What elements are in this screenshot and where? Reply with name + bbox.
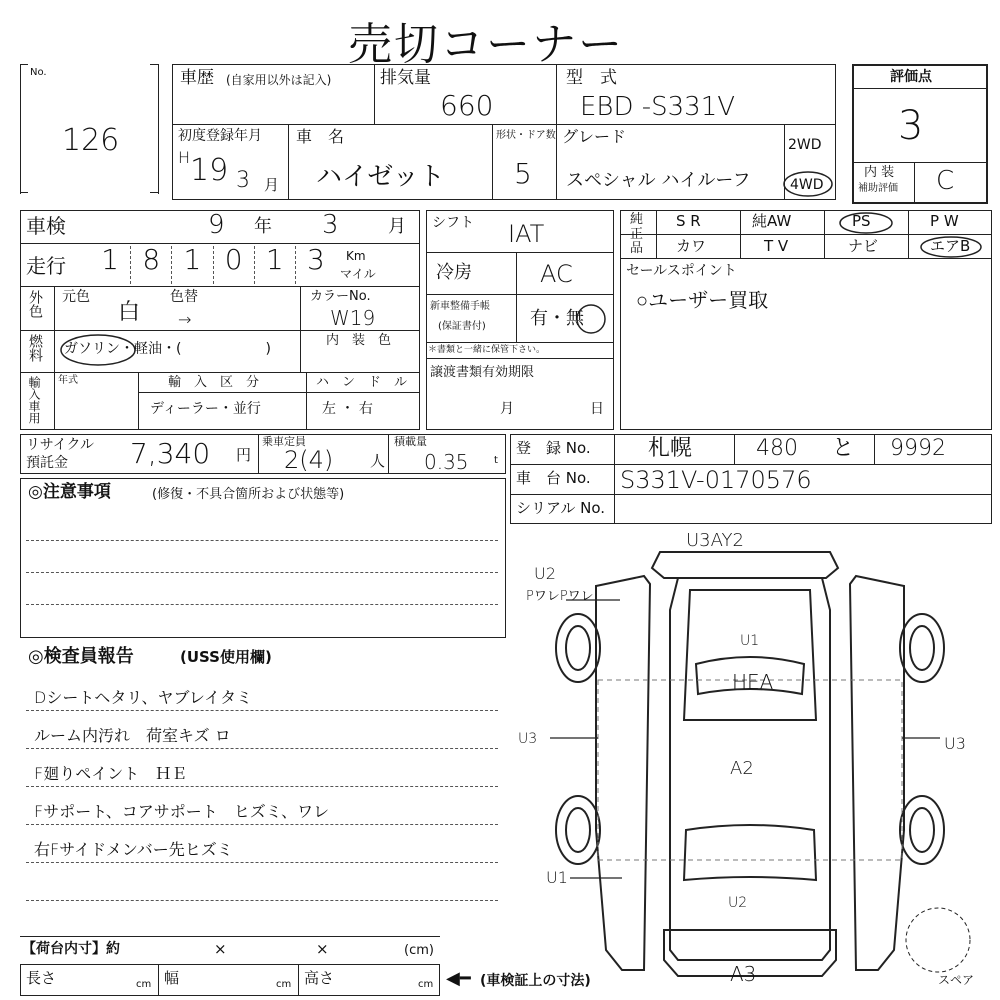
- cargo-x2: ×: [316, 940, 329, 958]
- notes-subtitle: (修復・不具合箇所および状態等): [152, 487, 345, 502]
- equipment-label-mid: 正: [630, 227, 644, 242]
- diagram-spare-label: スペア: [938, 973, 975, 987]
- chassis-value: S331V-0170576: [620, 466, 812, 494]
- interior-color-label: 内 装 色: [326, 333, 392, 348]
- shift-label: シフト: [432, 215, 474, 231]
- equipment-ps: PS: [852, 212, 871, 230]
- manual-none-circle: [574, 302, 608, 336]
- report-line: F廻りペイント ＨＥ: [34, 764, 188, 783]
- equipment-navi: ナビ: [848, 237, 879, 255]
- equipment-alloy: 純AW: [752, 212, 792, 230]
- cargo-unit: (cm): [404, 943, 434, 958]
- manual-sublabel: (保証書付): [438, 321, 486, 332]
- interior-score-label: 内 装: [864, 165, 895, 180]
- drive-4wd-circle: [782, 168, 834, 200]
- recycle-sublabel: 預託金: [26, 455, 68, 471]
- first-reg-era: H: [178, 148, 191, 167]
- diagram-rear-top: U3AY2: [686, 530, 744, 551]
- sales-point-value: ○ユーザー買取: [636, 288, 769, 312]
- recycle-value: 7,340: [130, 437, 211, 470]
- lot-number: 126: [62, 123, 120, 158]
- mileage-unit-km: Km: [346, 249, 366, 263]
- mileage-digits: [90, 243, 336, 284]
- displacement-value: 660: [440, 89, 494, 122]
- capacity-unit: 人: [370, 452, 386, 470]
- lot-label: No.: [30, 67, 47, 78]
- inspection-year: 9: [208, 210, 225, 240]
- equipment-label-bot: 品: [630, 241, 644, 256]
- shift-value: IAT: [508, 220, 545, 248]
- manual-label: 新車整備手帳: [430, 301, 490, 312]
- diagram-roof: U1: [740, 633, 760, 649]
- inspection-month-unit: 月: [388, 216, 406, 237]
- model-label: 型 式: [566, 68, 617, 88]
- fuel-options: ガソリン・軽油・( ): [64, 341, 271, 357]
- mileage-digit: 8: [131, 246, 172, 284]
- inspection-month: 3: [322, 210, 339, 240]
- mileage-digit: 1: [90, 246, 131, 284]
- arrow-left-icon: ◀━: [446, 968, 471, 989]
- diagram-bottom: A3: [730, 962, 757, 986]
- cargo-dims-box: [20, 964, 440, 996]
- aircon-value: AC: [540, 260, 573, 288]
- cargo-length-cm: cm: [136, 979, 152, 990]
- color-section-label: 外色: [27, 290, 43, 318]
- inspection-label: 車検: [26, 214, 66, 238]
- serial-label: シリアル No.: [516, 499, 606, 517]
- capacity-value: 2(4): [284, 446, 334, 474]
- first-reg-year: 19: [190, 153, 229, 188]
- history-note: (自家用以外は記入): [226, 73, 332, 87]
- color-code-value: W19: [330, 306, 376, 330]
- first-reg-month-unit: 月: [264, 176, 280, 194]
- recycle-label: リサイクル: [26, 437, 95, 453]
- grade-label: グレード: [562, 127, 627, 146]
- mileage-digit: 0: [214, 246, 255, 284]
- color-orig-value: 白: [118, 300, 141, 325]
- recycle-unit: 円: [236, 446, 252, 464]
- score-value: 3: [898, 103, 924, 149]
- notes-title: ◎注意事項: [28, 482, 111, 502]
- import-handle-label: ハ ン ド ル: [316, 375, 408, 390]
- import-year-label: 年式: [58, 375, 78, 386]
- car-name-value: ハイゼット: [316, 162, 445, 192]
- load-label: 積載量: [394, 435, 427, 448]
- drive-4wd: 4WD: [790, 177, 824, 193]
- doors-label: 形状・ドア数: [496, 130, 556, 141]
- registration-number: 9992: [890, 436, 946, 461]
- report-subtitle: (USS使用欄): [180, 648, 272, 666]
- registration-class: 480: [756, 436, 798, 461]
- equipment-leather: カワ: [676, 237, 707, 255]
- first-reg-label: 初度登録年月: [178, 128, 262, 144]
- diagram-left-side: U3: [518, 731, 538, 747]
- report-line: Dシートヘタリ、ヤブレイタミ: [34, 688, 253, 707]
- import-class-label: 輸 入 区 分: [168, 375, 260, 390]
- interior-score-sublabel: 補助評価: [858, 183, 898, 194]
- color-orig-label: 元色: [62, 289, 90, 305]
- diagram-front-bumper: U2: [728, 895, 748, 911]
- transfer-day: 日: [590, 401, 604, 417]
- mileage-digit: 1: [172, 246, 213, 284]
- cargo-title: 【荷台内寸】約: [22, 941, 120, 957]
- import-handle-value: 左 ・ 右: [322, 401, 373, 417]
- cargo-x1: ×: [214, 940, 227, 958]
- registration-kana: と: [832, 436, 855, 461]
- registration-area: 札幌: [648, 436, 693, 461]
- manual-note: ＊書類と一緒に保管下さい。: [428, 345, 546, 355]
- mileage-digit: 1: [255, 246, 296, 284]
- sales-point-label: セールスポイント: [626, 263, 737, 279]
- equipment-ps-circle: [836, 210, 896, 236]
- grade-value: スペシャル ハイルーフ: [566, 170, 751, 191]
- diagram-right-side: U3: [944, 734, 966, 753]
- car-name-label: 車 名: [296, 127, 345, 146]
- diagram-windshield: HEA: [732, 670, 774, 694]
- equipment-pw: P W: [930, 212, 959, 230]
- page-title: 売切コーナー: [348, 19, 624, 70]
- registration-label: 登 録 No.: [516, 439, 591, 457]
- equipment-airbag: エアB: [930, 237, 971, 255]
- history-label: 車歴: [180, 68, 214, 88]
- mileage-label: 走行: [26, 254, 66, 278]
- import-class-value: ディーラー・並行: [150, 401, 261, 417]
- equipment-airbag-circle: [916, 234, 986, 260]
- interior-score-value: C: [936, 166, 955, 196]
- model-value: EBD -S331V: [580, 92, 736, 122]
- report-line: Fサポート、コアサポート ヒズミ、ワレ: [34, 802, 330, 821]
- report-line: ルーム内汚れ 荷室キズ ロ: [34, 726, 231, 745]
- color-change-value: →: [178, 310, 192, 329]
- capacity-label: 乗車定員: [262, 435, 306, 448]
- notes-box: [20, 478, 506, 638]
- color-change-label: 色替: [170, 289, 198, 305]
- displacement-label: 排気量: [380, 68, 431, 88]
- cargo-width-cm: cm: [276, 979, 292, 990]
- cargo-height-label: 高さ: [304, 969, 335, 987]
- score-label: 評価点: [890, 69, 932, 85]
- diagram-hood: A2: [730, 758, 754, 779]
- inspection-year-unit: 年: [254, 216, 272, 237]
- mileage-digit: 3: [307, 243, 325, 276]
- diagram-left-front: U1: [546, 868, 568, 887]
- aircon-label: 冷房: [436, 262, 472, 283]
- cargo-width-label: 幅: [164, 969, 180, 987]
- fuel-section-label: 燃料: [27, 334, 43, 362]
- transfer-month: 月: [500, 401, 514, 417]
- load-unit: t: [494, 455, 498, 466]
- report-title: ◎検査員報告: [28, 646, 134, 667]
- load-value: 0.35: [424, 450, 469, 474]
- equipment-sr: S R: [676, 212, 701, 230]
- manual-options: 有・無: [530, 308, 584, 329]
- diagram-left-top2: PワレPワレ: [526, 589, 594, 604]
- equipment-label-top: 純: [630, 212, 644, 227]
- fuel-gasoline-circle: [58, 332, 138, 368]
- equipment-tv: T V: [764, 237, 789, 255]
- cargo-length-label: 長さ: [26, 969, 57, 987]
- first-reg-month: 3: [236, 168, 250, 193]
- report-line: 右Fサイドメンバー先ヒズミ: [34, 840, 233, 859]
- color-code-label: カラーNo.: [310, 289, 371, 304]
- import-section-label: 輸入車用: [27, 376, 41, 424]
- chassis-label: 車 台 No.: [516, 469, 591, 487]
- cargo-height-cm: cm: [418, 979, 434, 990]
- drive-2wd: 2WD: [788, 137, 822, 153]
- mileage-unit-mile: マイル: [340, 267, 376, 281]
- doors-value: 5: [514, 157, 532, 190]
- diagram-left-top: U2: [534, 564, 556, 583]
- cargo-ref-note: (車検証上の寸法): [480, 973, 591, 989]
- transfer-label: 譲渡書類有効期限: [430, 365, 535, 380]
